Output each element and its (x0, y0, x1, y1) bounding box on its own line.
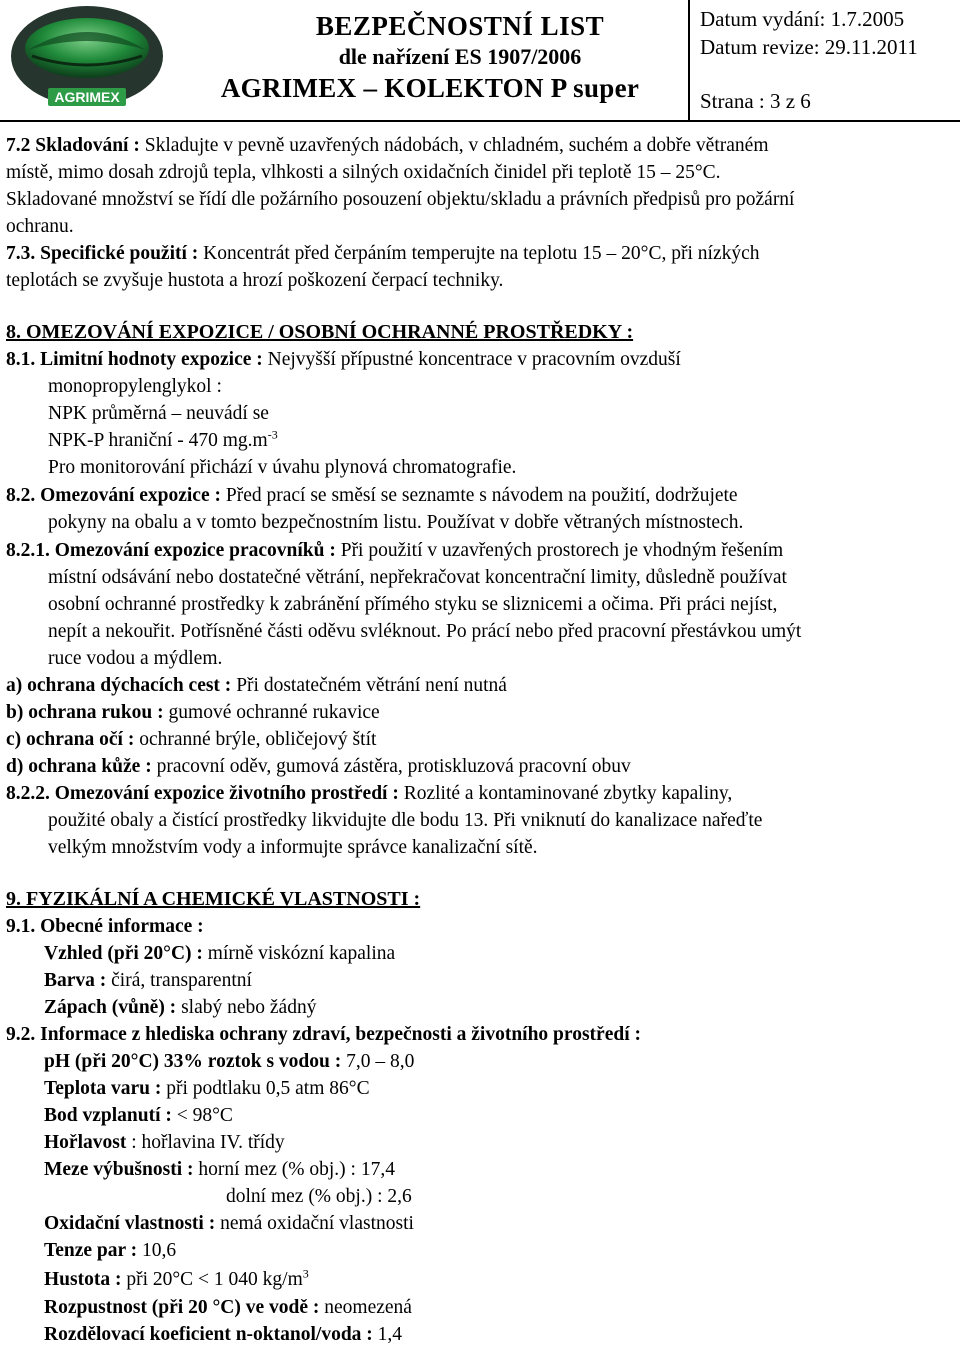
paragraph-8-2-1-line: 8.2.1. Omezování expozice pracovníků : Při použití v uzavřených prostorech je vhodným řešením (6, 540, 784, 561)
property-boiling-point: Teplota varu : při podtlaku 0,5 atm 86°C (44, 1078, 370, 1099)
property-density: Hustota : při 20°C < 1 040 $kg/m^3$ (44, 1266, 309, 1290)
paragraph-8-2-2-line: velkým množstvím vody a informujte správce kanalizační sítě. (48, 837, 538, 858)
property-solubility: Rozpustnost (při 20 °C) ve vodě : neomezená (44, 1297, 412, 1318)
npk-p-limit: NPK-P hraniční - 470 $mg.m^{-3}$ (48, 427, 278, 451)
section-8-heading: 8. OMEZOVÁNÍ EXPOZICE / OSOBNÍ OCHRANNÉ PROSTŘEDKY : (6, 321, 634, 343)
protection-hands: b) ochrana rukou : gumové ochranné rukavice (6, 702, 380, 723)
section-8-2-label: 8.2. Omezování expozice : (6, 485, 221, 506)
section-8-2-2-label: 8.2.2. Omezování expozice životního prostředí : (6, 783, 399, 804)
property-odor: Zápach (vůně) : slabý nebo žádný (44, 997, 317, 1018)
property-vapor-pressure: Tenze par : 10,6 (44, 1240, 177, 1261)
section-8-1-label: 8.1. Limitní hodnoty expozice : (6, 349, 263, 370)
paragraph-8-2-1-line: osobní ochranné prostředky k zabránění přímého styku se sliznicemi a očima. Při práci nejíst, (48, 594, 778, 615)
document-title: BEZPEČNOSTNÍ LIST (315, 11, 605, 41)
protection-respiratory: a) ochrana dýchacích cest : Při dostatečném větrání není nutná (6, 675, 507, 696)
paragraph-8-2-2-line: použité obaly a čistící prostředky likvidujte dle bodu 13. Při vniknutí do kanalizace nařeďte (48, 810, 763, 831)
property-oxidizing: Oxidační vlastnosti : nemá oxidační vlastnosti (44, 1213, 414, 1234)
header-divider-vertical (688, 0, 690, 120)
paragraph-7-2-line: ochranu. (6, 216, 74, 237)
paragraph-8-2-2-line: 8.2.2. Omezování expozice životního prostředí : Rozlité a kontaminované zbytky kapaliny, (6, 783, 733, 804)
paragraph-8-1-line: 8.1. Limitní hodnoty expozice : Nejvyšší přípustné koncentrace v pracovním ovzduší (6, 349, 681, 370)
property-partition-coefficient: Rozdělovací koeficient n-oktanol/voda : 1,4 (44, 1324, 403, 1345)
paragraph-8-2-line: pokyny na obalu a v tomto bezpečnostním listu. Používat v dobře větraných místnostech. (48, 512, 744, 533)
document-header (0, 0, 960, 122)
paragraph-8-2-1-line: místní odsávání nebo dostatečné větrání, nepřekračovat koncentrační limity, důsledně používat (48, 567, 787, 588)
product-name: AGRIMEX – KOLEKTON P super (220, 73, 640, 103)
protection-skin: d) ochrana kůže : pracovní oděv, gumová zástěra, protiskluzová pracovní obuv (6, 756, 631, 777)
paragraph-8-2-1-line: ruce vodou a mýdlem. (48, 648, 223, 669)
npk-average: NPK průměrná – neuvádí se (48, 403, 269, 424)
protection-eyes: c) ochrana očí : ochranné brýle, obličejový štít (6, 729, 377, 750)
substance-name: monopropylenglykol : (48, 376, 222, 397)
property-explosion-limits: Meze výbušnosti : horní mez (% obj.) : 17,4 (44, 1159, 395, 1180)
section-9-2-label: 9.2. Informace z hlediska ochrany zdraví, bezpečnosti a životního prostředí : (6, 1024, 641, 1045)
paragraph-7-3-line: teplotách se zvyšuje hustota a hrozí poškození čerpací techniky. (6, 270, 504, 291)
property-explosion-lower: dolní mez (% obj.) : 2,6 (226, 1186, 412, 1207)
section-7-2-label: 7.2 Skladování : (6, 135, 140, 156)
svg-text:AGRIMEX: AGRIMEX (54, 89, 120, 105)
regulation-subtitle: dle nařízení ES 1907/2006 (338, 44, 582, 69)
section-8-2-1-label: 8.2.1. Omezování expozice pracovníků : (6, 540, 336, 561)
property-appearance: Vzhled (při 20°C) : mírně viskózní kapalina (44, 943, 396, 964)
section-9-heading: 9. FYZIKÁLNÍ A CHEMICKÉ VLASTNOSTI : (6, 888, 421, 910)
property-color: Barva : čirá, transparentní (44, 970, 252, 991)
paragraph-8-2-1-line: nepít a nekouřit. Potřísněné části oděvu svléknout. Po prácí nebo před pracovní přestávkou umýt (48, 621, 802, 642)
page-number: Strana : 3 z 6 (700, 89, 811, 113)
agrimex-logo (8, 4, 166, 118)
revision-date: Datum revize: 29.11.2011 (700, 35, 918, 59)
paragraph-7-2-line: Skladované množství se řídí dle požárního posouzení objektu/skladu a právních předpisů pro požární (6, 189, 795, 210)
property-flammability: Hořlavost : hořlavina IV. třídy (44, 1132, 285, 1153)
issue-date: Datum vydání: 1.7.2005 (700, 7, 905, 31)
section-9-1-label: 9.1. Obecné informace : (6, 916, 204, 937)
paragraph-7-2-line: 7.2 Skladování : Skladujte v pevně uzavřených nádobách, v chladném, suchém a dobře větraném (6, 135, 769, 156)
paragraph-7-3-line: 7.3. Specifické použití : Koncentrát před čerpáním temperujte na teplotu 15 – 20°C, při nízkých (6, 243, 760, 264)
paragraph-8-2-line: 8.2. Omezování expozice : Před prací se směsí se seznamte s návodem na použití, dodržujete (6, 485, 738, 506)
paragraph-7-2-line: místě, mimo dosah zdrojů tepla, vlhkosti a silných oxidačních činidel při teplotě 15 – 25°C. (6, 162, 721, 183)
section-7-3-label: 7.3. Specifické použití : (6, 243, 199, 264)
header-divider-horizontal (0, 120, 960, 122)
property-flash-point: Bod vzplanutí : < 98°C (44, 1105, 233, 1126)
property-ph: pH (při 20°C) 33% roztok s vodou : 7,0 – 8,0 (44, 1051, 415, 1072)
monitoring-note: Pro monitorování přichází v úvahu plynová chromatografie. (48, 457, 517, 478)
